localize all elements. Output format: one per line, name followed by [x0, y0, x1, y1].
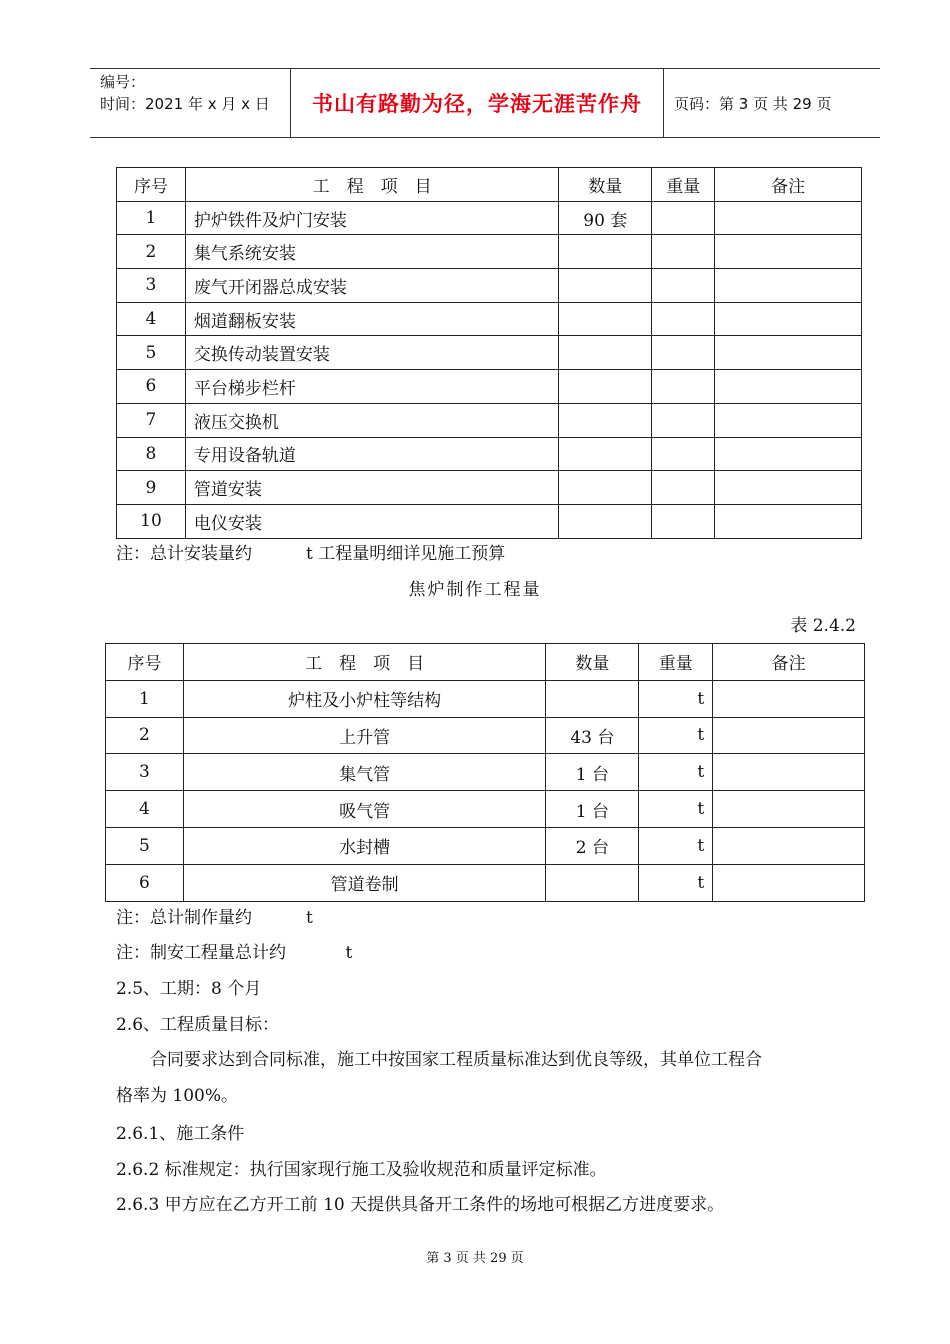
header-page-label: 页码：第 3 页 共 29 页: [674, 94, 832, 113]
table-cell: [713, 754, 865, 791]
table-cell: 2 台: [546, 827, 639, 864]
table-cell: [713, 864, 865, 901]
table-cell: t: [639, 864, 713, 901]
table-cell: 平台梯步栏杆: [185, 370, 558, 404]
number-label: 编号：: [100, 73, 146, 91]
table-cell: [652, 504, 715, 538]
table-cell: 1: [106, 680, 184, 717]
section-2-6: 2.6、工程质量目标：: [116, 1015, 280, 1035]
table-row: [106, 827, 865, 864]
table-row: [117, 269, 862, 303]
table-cell: [652, 302, 715, 336]
column-header: 数量: [546, 644, 639, 681]
table-cell: [559, 437, 652, 471]
table-cell: [713, 791, 865, 828]
table-cell: 护炉铁件及炉门安装: [185, 201, 558, 235]
header-motto: 书山有路勤为径，学海无涯苦作舟: [291, 69, 664, 137]
table-cell: 9: [117, 471, 186, 505]
table-row: [117, 403, 862, 437]
table-cell: [559, 370, 652, 404]
table-cell: 液压交换机: [185, 403, 558, 437]
section-2-6-1: 2.6.1、施工条件: [116, 1124, 245, 1144]
table-cell: [559, 269, 652, 303]
table-cell: [652, 201, 715, 235]
column-header: 序号: [106, 644, 184, 681]
table-cell: [715, 437, 862, 471]
page-footer: 第 3 页 共 29 页: [426, 1251, 524, 1266]
table-cell: [715, 471, 862, 505]
fabrication-table: [105, 643, 865, 902]
table-row: [117, 370, 862, 404]
table-cell: [713, 717, 865, 754]
column-header: 工 程 项 目: [183, 644, 545, 681]
column-header: 重量: [652, 168, 715, 202]
table-cell: 2: [117, 235, 186, 269]
table-cell: [715, 370, 862, 404]
table-row: [117, 201, 862, 235]
table-row: [117, 336, 862, 370]
table-row: [117, 504, 862, 538]
table-cell: [559, 504, 652, 538]
table-cell: [559, 471, 652, 505]
paragraph-line-2: 格率为 100%。: [116, 1086, 239, 1106]
table-cell: 6: [106, 864, 184, 901]
table-cell: [559, 336, 652, 370]
table-cell: 管道安装: [185, 471, 558, 505]
table-cell: t: [639, 791, 713, 828]
table-cell: [715, 403, 862, 437]
paragraph-line-1: 合同要求达到合同标准，施工中按国家工程质量标准达到优良等级，其单位工程合: [116, 1050, 762, 1070]
column-header: 工 程 项 目: [185, 168, 558, 202]
table-cell: 7: [117, 403, 186, 437]
table-row: [117, 302, 862, 336]
table-cell: 上升管: [183, 717, 545, 754]
table-cell: [715, 302, 862, 336]
column-header: 备注: [715, 168, 862, 202]
table-cell: 6: [117, 370, 186, 404]
table-row: [106, 680, 865, 717]
table-cell: 集气管: [183, 754, 545, 791]
page-header: [90, 68, 880, 138]
table-cell: [546, 864, 639, 901]
install-table: [116, 167, 862, 539]
table-cell: [652, 370, 715, 404]
table-cell: [652, 269, 715, 303]
time-label: 时间：2021 年 x 月 x 日: [100, 95, 270, 113]
table-cell: 43 台: [546, 717, 639, 754]
table-cell: 3: [117, 269, 186, 303]
column-header: 重量: [639, 644, 713, 681]
table-cell: 4: [117, 302, 186, 336]
table-cell: 8: [117, 437, 186, 471]
table-cell: [715, 504, 862, 538]
column-header: 数量: [559, 168, 652, 202]
table-cell: 管道卷制: [183, 864, 545, 901]
section-2-6-2: 2.6.2 标准规定：执行国家现行施工及验收规范和质量评定标准。: [116, 1160, 607, 1180]
total-note: 注：制安工程量总计约 t: [116, 943, 353, 963]
table-cell: 水封槽: [183, 827, 545, 864]
column-header: 序号: [117, 168, 186, 202]
table-cell: 3: [106, 754, 184, 791]
table-cell: [652, 235, 715, 269]
fabrication-title: 焦炉制作工程量: [408, 580, 542, 600]
table-cell: 2: [106, 717, 184, 754]
table-cell: [546, 680, 639, 717]
table-cell: 4: [106, 791, 184, 828]
table-cell: [715, 201, 862, 235]
table-cell: [715, 336, 862, 370]
table-cell: 10: [117, 504, 186, 538]
table-row: [106, 717, 865, 754]
table-cell: [713, 680, 865, 717]
table-row: [106, 864, 865, 901]
table-cell: 烟道翻板安装: [185, 302, 558, 336]
table-cell: 5: [117, 336, 186, 370]
table-header-row: [106, 644, 865, 681]
table-cell: [652, 437, 715, 471]
table-cell: t: [639, 754, 713, 791]
table-row: [106, 754, 865, 791]
table-cell: 电仪安装: [185, 504, 558, 538]
section-2-6-3: 2.6.3 甲方应在乙方开工前 10 天提供具备开工条件的场地可根据乙方进度要求。: [116, 1195, 725, 1215]
table-row: [106, 791, 865, 828]
table-number: 表 2.4.2: [790, 616, 856, 636]
section-2-5: 2.5、工期：8 个月: [116, 979, 262, 999]
table-cell: 5: [106, 827, 184, 864]
table-header-row: [117, 168, 862, 202]
table-row: [117, 471, 862, 505]
table-cell: 专用设备轨道: [185, 437, 558, 471]
table-cell: [652, 336, 715, 370]
table-cell: [652, 471, 715, 505]
table-cell: 废气开闭器总成安装: [185, 269, 558, 303]
table-cell: t: [639, 827, 713, 864]
table-cell: 1 台: [546, 754, 639, 791]
table-cell: 集气系统安装: [185, 235, 558, 269]
table-cell: [713, 827, 865, 864]
install-note: 注：总计安装量约 t 工程量明细详见施工预算: [116, 544, 506, 564]
table-cell: 吸气管: [183, 791, 545, 828]
table-cell: [652, 403, 715, 437]
table-cell: 炉柱及小炉柱等结构: [183, 680, 545, 717]
table-cell: [559, 302, 652, 336]
table-cell: [559, 235, 652, 269]
table-cell: t: [639, 680, 713, 717]
column-header: 备注: [713, 644, 865, 681]
table-cell: [715, 235, 862, 269]
table-cell: 交换传动装置安装: [185, 336, 558, 370]
table-cell: t: [639, 717, 713, 754]
table-cell: [715, 269, 862, 303]
table-cell: 1: [117, 201, 186, 235]
table-cell: 1 台: [546, 791, 639, 828]
table-cell: 90 套: [559, 201, 652, 235]
table-row: [117, 437, 862, 471]
table-row: [117, 235, 862, 269]
table-cell: [559, 403, 652, 437]
header-meta: [90, 69, 291, 137]
fabrication-note: 注：总计制作量约 t: [116, 908, 313, 928]
